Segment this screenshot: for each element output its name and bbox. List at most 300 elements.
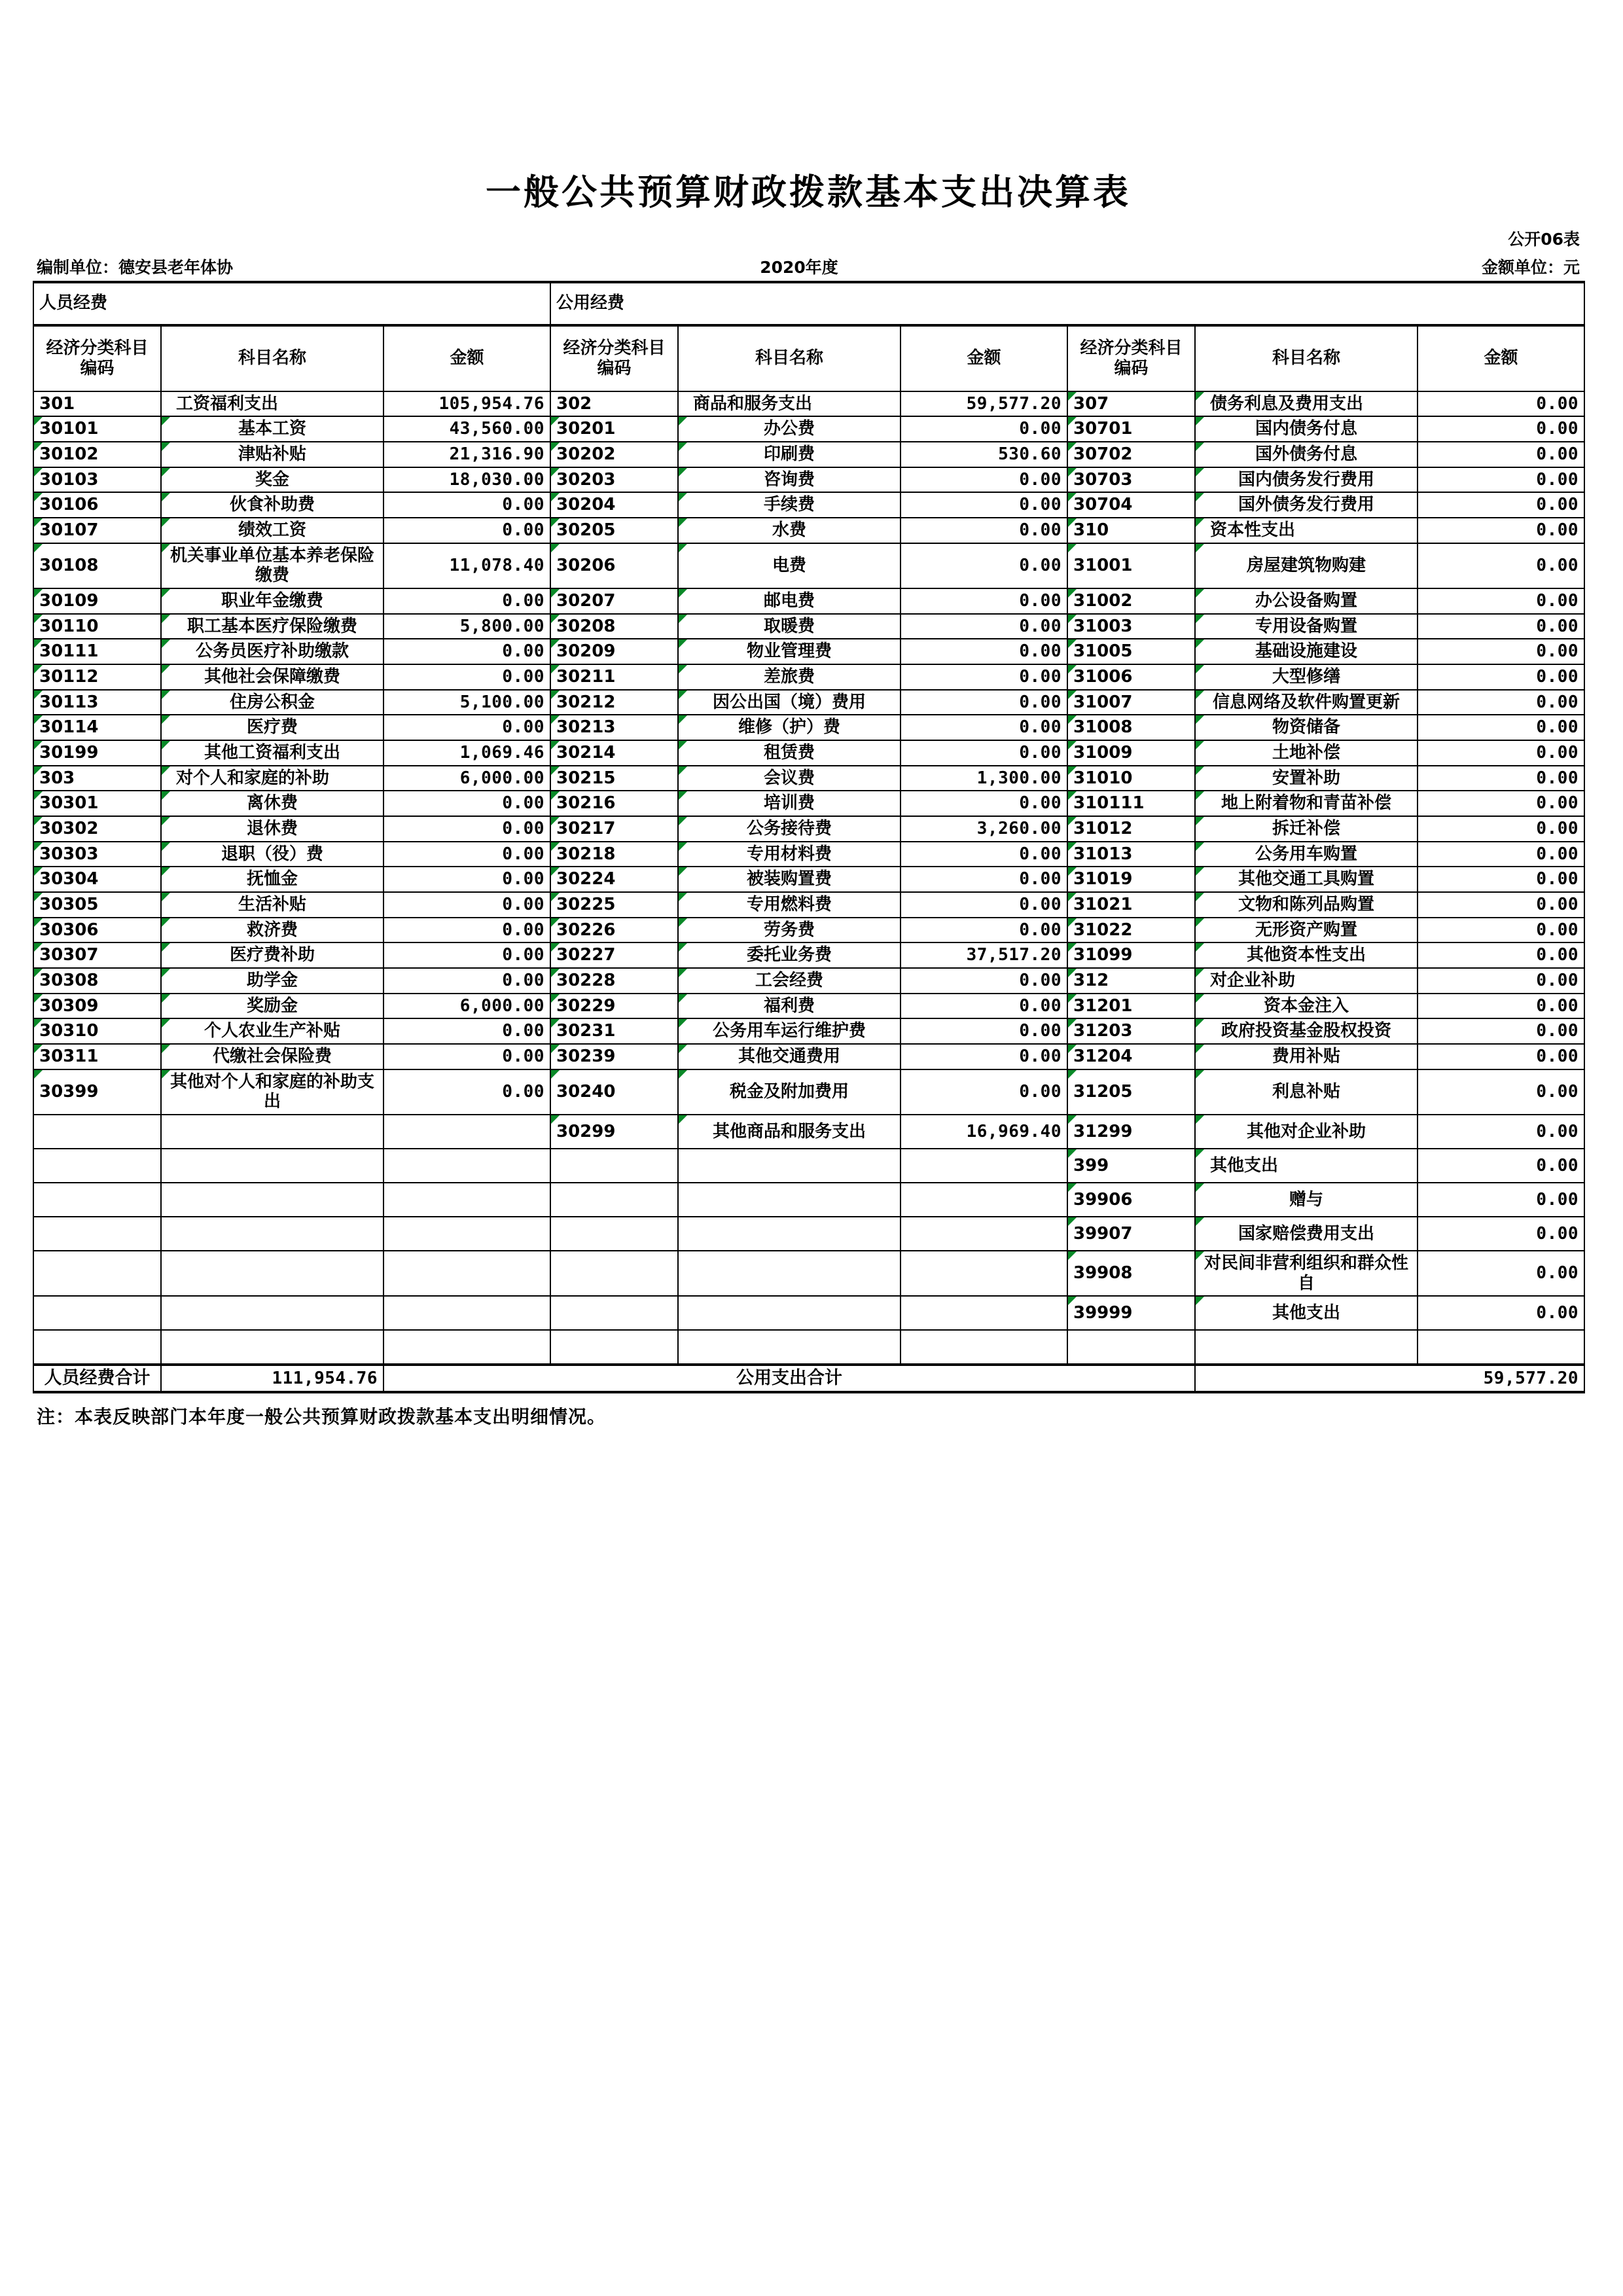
cell-code: 31005 (1067, 639, 1195, 664)
total-personnel-value: 111,954.76 (161, 1365, 383, 1392)
cell-code: 310111 (1067, 791, 1195, 816)
cell-name (161, 1251, 383, 1296)
fiscal-year-label: 2020年度 (760, 257, 838, 277)
cell-code: 30303 (33, 842, 161, 867)
cell-amount: 0.00 (1418, 867, 1584, 892)
cell-amount: 0.00 (383, 588, 550, 614)
cell-amount (901, 1149, 1067, 1183)
cell-code (33, 1330, 161, 1365)
cell-name: 职业年金缴费 (161, 588, 383, 614)
cell-name: 住房公积金 (161, 690, 383, 715)
cell-name: 个人农业生产补贴 (161, 1018, 383, 1044)
cell-name (161, 1183, 383, 1217)
cell-amount (383, 1183, 550, 1217)
cell-code: 30203 (550, 467, 678, 493)
cell-name: 奖金 (161, 467, 383, 493)
cell-amount: 0.00 (1418, 1018, 1584, 1044)
group-header-personnel: 人员经费 (33, 282, 550, 325)
cell-amount: 0.00 (1418, 942, 1584, 968)
cell-code: 31012 (1067, 816, 1195, 842)
cell-code: 30701 (1067, 416, 1195, 442)
cell-name: 工会经费 (678, 968, 901, 994)
cell-name (161, 1217, 383, 1251)
cell-name: 职工基本医疗保险缴费 (161, 614, 383, 639)
table-row (33, 918, 1584, 943)
cell-name: 劳务费 (678, 918, 901, 943)
cell-name: 国外债务发行费用 (1195, 492, 1418, 518)
cell-name: 会议费 (678, 766, 901, 791)
cell-amount: 0.00 (901, 639, 1067, 664)
cell-name: 公务用车运行维护费 (678, 1018, 901, 1044)
cell-name: 委托业务费 (678, 942, 901, 968)
cell-amount: 0.00 (1418, 1115, 1584, 1149)
cell-code: 30103 (33, 467, 161, 493)
cell-amount: 6,000.00 (383, 994, 550, 1019)
cell-name (678, 1217, 901, 1251)
table-row (33, 766, 1584, 791)
cell-amount: 0.00 (383, 492, 550, 518)
cell-code (550, 1330, 678, 1365)
cell-amount: 0.00 (901, 918, 1067, 943)
cell-name: 医疗费补助 (161, 942, 383, 968)
cell-code: 31021 (1067, 892, 1195, 918)
meta-bar (33, 255, 1584, 281)
cell-code: 31201 (1067, 994, 1195, 1019)
table-note: 注：本表反映部门本年度一般公共预算财政拨款基本支出明细情况。 (37, 1406, 607, 1428)
decision-sheet (33, 141, 1584, 1429)
cell-amount: 530.60 (901, 442, 1067, 467)
amount-unit-label: 金额单位：元 (1481, 257, 1580, 277)
cell-code: 30213 (550, 715, 678, 740)
cell-amount: 0.00 (901, 543, 1067, 588)
cell-amount: 0.00 (1418, 715, 1584, 740)
table-row (33, 1296, 1584, 1330)
group-header-public: 公用经费 (550, 282, 1584, 325)
cell-amount: 59,577.20 (901, 391, 1067, 417)
cell-name: 公务用车购置 (1195, 842, 1418, 867)
cell-name: 工资福利支出 (161, 391, 383, 417)
cell-name: 专用材料费 (678, 842, 901, 867)
cell-name: 专用燃料费 (678, 892, 901, 918)
cell-amount: 0.00 (901, 588, 1067, 614)
cell-code: 30228 (550, 968, 678, 994)
cell-code: 30202 (550, 442, 678, 467)
cell-name: 其他支出 (1195, 1149, 1418, 1183)
cell-amount: 0.00 (1418, 614, 1584, 639)
cell-amount: 0.00 (1418, 1296, 1584, 1330)
cell-name: 绩效工资 (161, 518, 383, 543)
table-row (33, 664, 1584, 690)
cell-amount: 0.00 (901, 1018, 1067, 1044)
cell-code: 31203 (1067, 1018, 1195, 1044)
cell-amount (901, 1296, 1067, 1330)
cell-amount: 0.00 (1418, 968, 1584, 994)
cell-amount: 0.00 (1418, 1251, 1584, 1296)
cell-amount: 0.00 (901, 842, 1067, 867)
cell-code: 30114 (33, 715, 161, 740)
cell-code: 31006 (1067, 664, 1195, 690)
cell-code: 30206 (550, 543, 678, 588)
table-row (33, 1330, 1584, 1365)
cell-name: 文物和陈列品购置 (1195, 892, 1418, 918)
cell-name: 水费 (678, 518, 901, 543)
cell-amount: 0.00 (1418, 1069, 1584, 1115)
table-row (33, 1217, 1584, 1251)
cell-name: 利息补贴 (1195, 1069, 1418, 1115)
cell-amount: 0.00 (1418, 1217, 1584, 1251)
cell-name: 办公设备购置 (1195, 588, 1418, 614)
cell-amount: 0.00 (1418, 391, 1584, 417)
cell-name: 物资储备 (1195, 715, 1418, 740)
col-header-code-public-right: 经济分类科目编码 (1067, 325, 1195, 391)
col-header-name-personnel: 科目名称 (161, 325, 383, 391)
cell-name: 拆迁补偿 (1195, 816, 1418, 842)
cell-amount: 0.00 (901, 715, 1067, 740)
cell-amount: 0.00 (901, 518, 1067, 543)
cell-name: 其他交通工具购置 (1195, 867, 1418, 892)
cell-amount (383, 1296, 550, 1330)
cell-name: 税金及附加费用 (678, 1069, 901, 1115)
cell-code: 30399 (33, 1069, 161, 1115)
cell-code: 30112 (33, 664, 161, 690)
cell-code (550, 1251, 678, 1296)
table-row (33, 867, 1584, 892)
cell-amount: 1,300.00 (901, 766, 1067, 791)
cell-name (678, 1296, 901, 1330)
cell-name: 被装购置费 (678, 867, 901, 892)
cell-amount: 5,800.00 (383, 614, 550, 639)
table-row (33, 614, 1584, 639)
cell-name: 房屋建筑物购建 (1195, 543, 1418, 588)
cell-code: 30102 (33, 442, 161, 467)
table-row (33, 968, 1584, 994)
cell-amount (383, 1115, 550, 1149)
cell-name: 对个人和家庭的补助 (161, 766, 383, 791)
cell-amount: 0.00 (1418, 1149, 1584, 1183)
cell-amount: 37,517.20 (901, 942, 1067, 968)
cell-code: 301 (33, 391, 161, 417)
cell-code: 31009 (1067, 740, 1195, 766)
cell-amount: 0.00 (1418, 467, 1584, 493)
cell-name: 债务利息及费用支出 (1195, 391, 1418, 417)
table-row (33, 1069, 1584, 1115)
table-row (33, 416, 1584, 442)
cell-amount: 21,316.90 (383, 442, 550, 467)
cell-name: 专用设备购置 (1195, 614, 1418, 639)
cell-amount: 0.00 (1418, 543, 1584, 588)
cell-code: 30309 (33, 994, 161, 1019)
cell-amount: 0.00 (383, 715, 550, 740)
cell-amount: 16,969.40 (901, 1115, 1067, 1149)
cell-code: 30702 (1067, 442, 1195, 467)
cell-code (33, 1251, 161, 1296)
cell-amount: 105,954.76 (383, 391, 550, 417)
cell-name: 国内债务付息 (1195, 416, 1418, 442)
table-row (33, 1149, 1584, 1183)
cell-code: 30111 (33, 639, 161, 664)
cell-code: 30306 (33, 918, 161, 943)
cell-code: 30307 (33, 942, 161, 968)
cell-code: 399 (1067, 1149, 1195, 1183)
cell-name: 其他资本性支出 (1195, 942, 1418, 968)
cell-amount: 0.00 (901, 968, 1067, 994)
cell-code: 30207 (550, 588, 678, 614)
cell-amount: 0.00 (383, 1018, 550, 1044)
cell-code: 30205 (550, 518, 678, 543)
cell-name: 国外债务付息 (1195, 442, 1418, 467)
cell-name (161, 1330, 383, 1365)
cell-name: 土地补偿 (1195, 740, 1418, 766)
cell-name: 救济费 (161, 918, 383, 943)
cell-name: 奖励金 (161, 994, 383, 1019)
cell-code: 31204 (1067, 1044, 1195, 1069)
cell-name: 电费 (678, 543, 901, 588)
total-public-value: 59,577.20 (1195, 1365, 1584, 1392)
cell-name: 津贴补贴 (161, 442, 383, 467)
cell-code: 31002 (1067, 588, 1195, 614)
cell-amount: 0.00 (901, 467, 1067, 493)
cell-amount (901, 1183, 1067, 1217)
cell-name: 代缴社会保险费 (161, 1044, 383, 1069)
cell-code: 30240 (550, 1069, 678, 1115)
cell-code (550, 1183, 678, 1217)
cell-code: 30110 (33, 614, 161, 639)
cell-name (678, 1330, 901, 1365)
cell-name: 退休费 (161, 816, 383, 842)
cell-code: 30208 (550, 614, 678, 639)
cell-amount (383, 1330, 550, 1365)
cell-name: 资本性支出 (1195, 518, 1418, 543)
cell-name: 公务员医疗补助缴款 (161, 639, 383, 664)
cell-code: 31099 (1067, 942, 1195, 968)
cell-code: 31003 (1067, 614, 1195, 639)
cell-code: 30305 (33, 892, 161, 918)
cell-code: 30302 (33, 816, 161, 842)
cell-code: 31010 (1067, 766, 1195, 791)
table-row (33, 1018, 1584, 1044)
cell-name: 国内债务发行费用 (1195, 467, 1418, 493)
compiling-unit-label: 编制单位：德安县老年体协 (37, 257, 234, 277)
cell-name: 对企业补助 (1195, 968, 1418, 994)
cell-amount: 0.00 (1418, 664, 1584, 690)
cell-amount: 0.00 (383, 518, 550, 543)
cell-amount: 0.00 (1418, 416, 1584, 442)
cell-name: 其他商品和服务支出 (678, 1115, 901, 1149)
cell-code (33, 1217, 161, 1251)
column-header-row (33, 325, 1584, 391)
cell-code: 39906 (1067, 1183, 1195, 1217)
cell-amount: 0.00 (1418, 1183, 1584, 1217)
col-header-amount-public-right: 金额 (1418, 325, 1584, 391)
cell-amount: 0.00 (901, 867, 1067, 892)
cell-amount: 0.00 (383, 1069, 550, 1115)
cell-code: 30201 (550, 416, 678, 442)
cell-name: 地上附着物和青苗补偿 (1195, 791, 1418, 816)
cell-code: 30311 (33, 1044, 161, 1069)
cell-code: 31299 (1067, 1115, 1195, 1149)
cell-code: 303 (33, 766, 161, 791)
cell-code (33, 1149, 161, 1183)
table-row (33, 1183, 1584, 1217)
cell-amount: 0.00 (383, 867, 550, 892)
cell-name: 取暖费 (678, 614, 901, 639)
cell-amount: 0.00 (901, 664, 1067, 690)
cell-amount: 0.00 (383, 968, 550, 994)
cell-name (161, 1149, 383, 1183)
cell-amount: 0.00 (901, 614, 1067, 639)
cell-name: 物业管理费 (678, 639, 901, 664)
cell-name: 助学金 (161, 968, 383, 994)
cell-code (33, 1296, 161, 1330)
cell-name: 差旅费 (678, 664, 901, 690)
cell-code (550, 1217, 678, 1251)
table-row (33, 639, 1584, 664)
cell-code: 30225 (550, 892, 678, 918)
budget-table (33, 281, 1585, 1394)
cell-code: 31205 (1067, 1069, 1195, 1115)
cell-amount: 0.00 (1418, 518, 1584, 543)
table-row (33, 543, 1584, 588)
table-row (33, 690, 1584, 715)
cell-amount: 0.00 (383, 791, 550, 816)
cell-name: 商品和服务支出 (678, 391, 901, 417)
cell-code: 31019 (1067, 867, 1195, 892)
empty-cell (1195, 1330, 1418, 1365)
cell-amount: 0.00 (1418, 1044, 1584, 1069)
table-row (33, 942, 1584, 968)
cell-name: 其他支出 (1195, 1296, 1418, 1330)
cell-code: 39908 (1067, 1251, 1195, 1296)
table-row (33, 442, 1584, 467)
cell-amount (901, 1251, 1067, 1296)
cell-amount: 0.00 (383, 942, 550, 968)
cell-amount: 0.00 (1418, 892, 1584, 918)
cell-amount: 0.00 (1418, 690, 1584, 715)
table-row (33, 1251, 1584, 1296)
cell-name: 其他交通费用 (678, 1044, 901, 1069)
cell-amount (901, 1330, 1067, 1365)
cell-amount: 0.00 (1418, 842, 1584, 867)
cell-amount: 18,030.00 (383, 467, 550, 493)
cell-code: 30199 (33, 740, 161, 766)
cell-amount: 6,000.00 (383, 766, 550, 791)
cell-code: 31001 (1067, 543, 1195, 588)
cell-code: 31013 (1067, 842, 1195, 867)
cell-amount: 0.00 (901, 492, 1067, 518)
col-header-code-personnel: 经济分类科目编码 (33, 325, 161, 391)
cell-amount: 0.00 (901, 740, 1067, 766)
cell-code: 302 (550, 391, 678, 417)
cell-name: 租赁费 (678, 740, 901, 766)
cell-code: 31022 (1067, 918, 1195, 943)
cell-code: 30217 (550, 816, 678, 842)
cell-amount: 0.00 (383, 842, 550, 867)
cell-name: 政府投资基金股权投资 (1195, 1018, 1418, 1044)
col-header-name-public-right: 科目名称 (1195, 325, 1418, 391)
page-title: 一般公共预算财政拨款基本支出决算表 (486, 171, 1131, 213)
cell-code: 312 (1067, 968, 1195, 994)
cell-name: 国家赔偿费用支出 (1195, 1217, 1418, 1251)
table-row (33, 518, 1584, 543)
cell-code: 30109 (33, 588, 161, 614)
cell-amount: 0.00 (901, 791, 1067, 816)
cell-code: 30204 (550, 492, 678, 518)
cell-name: 其他社会保障缴费 (161, 664, 383, 690)
cell-code: 30214 (550, 740, 678, 766)
table-row (33, 842, 1584, 867)
col-header-amount-public-mid: 金额 (901, 325, 1067, 391)
cell-amount: 0.00 (901, 690, 1067, 715)
cell-amount: 0.00 (1418, 442, 1584, 467)
cell-name: 退职（役）费 (161, 842, 383, 867)
cell-code: 39999 (1067, 1296, 1195, 1330)
cell-amount (383, 1251, 550, 1296)
cell-code: 30224 (550, 867, 678, 892)
cell-code: 30310 (33, 1018, 161, 1044)
cell-code (550, 1296, 678, 1330)
cell-code: 30107 (33, 518, 161, 543)
cell-amount: 43,560.00 (383, 416, 550, 442)
cell-name: 其他对企业补助 (1195, 1115, 1418, 1149)
cell-code: 30704 (1067, 492, 1195, 518)
cell-code: 30108 (33, 543, 161, 588)
cell-amount: 3,260.00 (901, 816, 1067, 842)
cell-code (33, 1183, 161, 1217)
cell-name: 其他对个人和家庭的补助支出 (161, 1069, 383, 1115)
cell-amount: 0.00 (1418, 639, 1584, 664)
cell-code: 30212 (550, 690, 678, 715)
cell-name: 培训费 (678, 791, 901, 816)
cell-name: 生活补贴 (161, 892, 383, 918)
cell-amount: 0.00 (383, 918, 550, 943)
table-row (33, 467, 1584, 493)
cell-amount: 0.00 (1418, 492, 1584, 518)
cell-name: 机关事业单位基本养老保险缴费 (161, 543, 383, 588)
cell-name: 基本工资 (161, 416, 383, 442)
cell-name (678, 1149, 901, 1183)
cell-amount: 0.00 (901, 416, 1067, 442)
cell-name: 其他工资福利支出 (161, 740, 383, 766)
cell-name (678, 1251, 901, 1296)
form-number: 公开06表 (1508, 230, 1580, 249)
cell-amount: 0.00 (1418, 740, 1584, 766)
table-row (33, 892, 1584, 918)
cell-name: 无形资产购置 (1195, 918, 1418, 943)
cell-name: 基础设施建设 (1195, 639, 1418, 664)
cell-name (678, 1183, 901, 1217)
cell-code: 30304 (33, 867, 161, 892)
cell-code: 30101 (33, 416, 161, 442)
empty-cell (1418, 1330, 1584, 1365)
total-public-label: 公用支出合计 (383, 1365, 1195, 1392)
cell-code (550, 1149, 678, 1183)
cell-amount: 1,069.46 (383, 740, 550, 766)
cell-amount: 0.00 (1418, 791, 1584, 816)
cell-name: 维修（护）费 (678, 715, 901, 740)
cell-code: 30209 (550, 639, 678, 664)
cell-code: 30113 (33, 690, 161, 715)
cell-name (161, 1296, 383, 1330)
cell-code: 30301 (33, 791, 161, 816)
cell-code: 30239 (550, 1044, 678, 1069)
cell-code: 30227 (550, 942, 678, 968)
cell-name: 费用补贴 (1195, 1044, 1418, 1069)
table-row (33, 1115, 1584, 1149)
cell-amount: 0.00 (901, 892, 1067, 918)
cell-name (161, 1115, 383, 1149)
table-row (33, 994, 1584, 1019)
group-header-row (33, 282, 1584, 325)
